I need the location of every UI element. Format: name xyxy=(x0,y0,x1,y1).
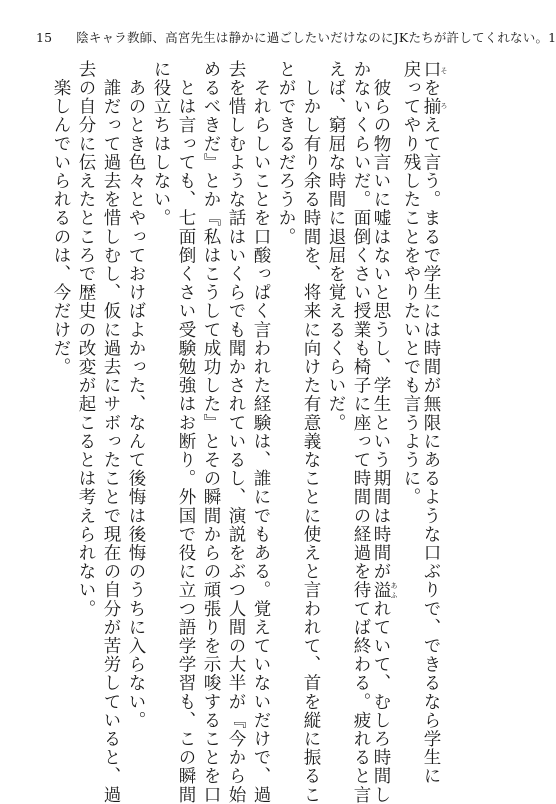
text-column-14: 誰だって過去を惜しむし、仮に過去にサボったことで現在の自分が苦労していると、過 xyxy=(101,60,121,804)
page-header xyxy=(36,28,556,48)
text-column-2: 戻ってやり残したことをやりたいとでも言うように。 xyxy=(401,60,421,507)
text-column-12: に役立ちはしない。 xyxy=(151,60,171,228)
ruby-annotation: 口を揃 そろ xyxy=(421,60,448,116)
text-column-7: とができるだろうか。 xyxy=(276,60,296,246)
text-column-6: しかし有り余る時間を、将来に向けた有意義なことに使えと言われて、首を縦に振るこ xyxy=(301,60,321,804)
text-column-13: あのとき色々とやっておけばよかった、なんて後悔は後悔のうちに入らない。 xyxy=(126,60,146,730)
text-column-4: かないくらいだ。面倒くさい授業も椅子に座って時間の経過を待てば終わる。疲れると言 xyxy=(351,60,371,804)
vertical-body-text xyxy=(0,60,500,804)
text-column-5: えば、窮屈な時間に退屈を覚えるくらいだ。 xyxy=(326,60,346,432)
page-number: 15 xyxy=(36,30,53,45)
text-column-11: とは言っても、七面倒くさい受験勉強はお断り。外国で役に立つ語学学習も、この瞬間 xyxy=(176,60,196,804)
ruby-annotation: 溢 あふ xyxy=(371,580,398,600)
text-column-15: 去の自分に伝えたところで歴史の改変が起こるとは考えられない。 xyxy=(76,60,96,618)
text-column-16: 楽しんでいられるのは、今だけだ。 xyxy=(51,60,71,377)
text-column-10: めるべきだ』とか『私はこうして成功した』とその瞬間からの頑張りを示唆することを口 xyxy=(201,60,221,804)
text-column-1: 口を揃 そろえて言う。まるで学生には時間が無限にあるような口ぶりで、できるなら学生に xyxy=(421,60,448,786)
running-title: 陰キャラ教師、高宮先生は静かに過ごしたいだけなのにJKたちが許してくれない。1 xyxy=(76,30,556,45)
text-column-8: それらしいことを口酸っぱく言われた経験は、誰にでもある。覚えていないだけで、過 xyxy=(251,60,271,804)
text-column-9: 去を惜しむような話はいくらでも聞かされているし、演説をぶつ人間の大半が『今から始 xyxy=(226,60,246,804)
text-column-3: 彼らの物言いに嘘はないと思うし、学生という期間は時間が溢 あふれていて、むしろ時間し xyxy=(371,60,398,804)
